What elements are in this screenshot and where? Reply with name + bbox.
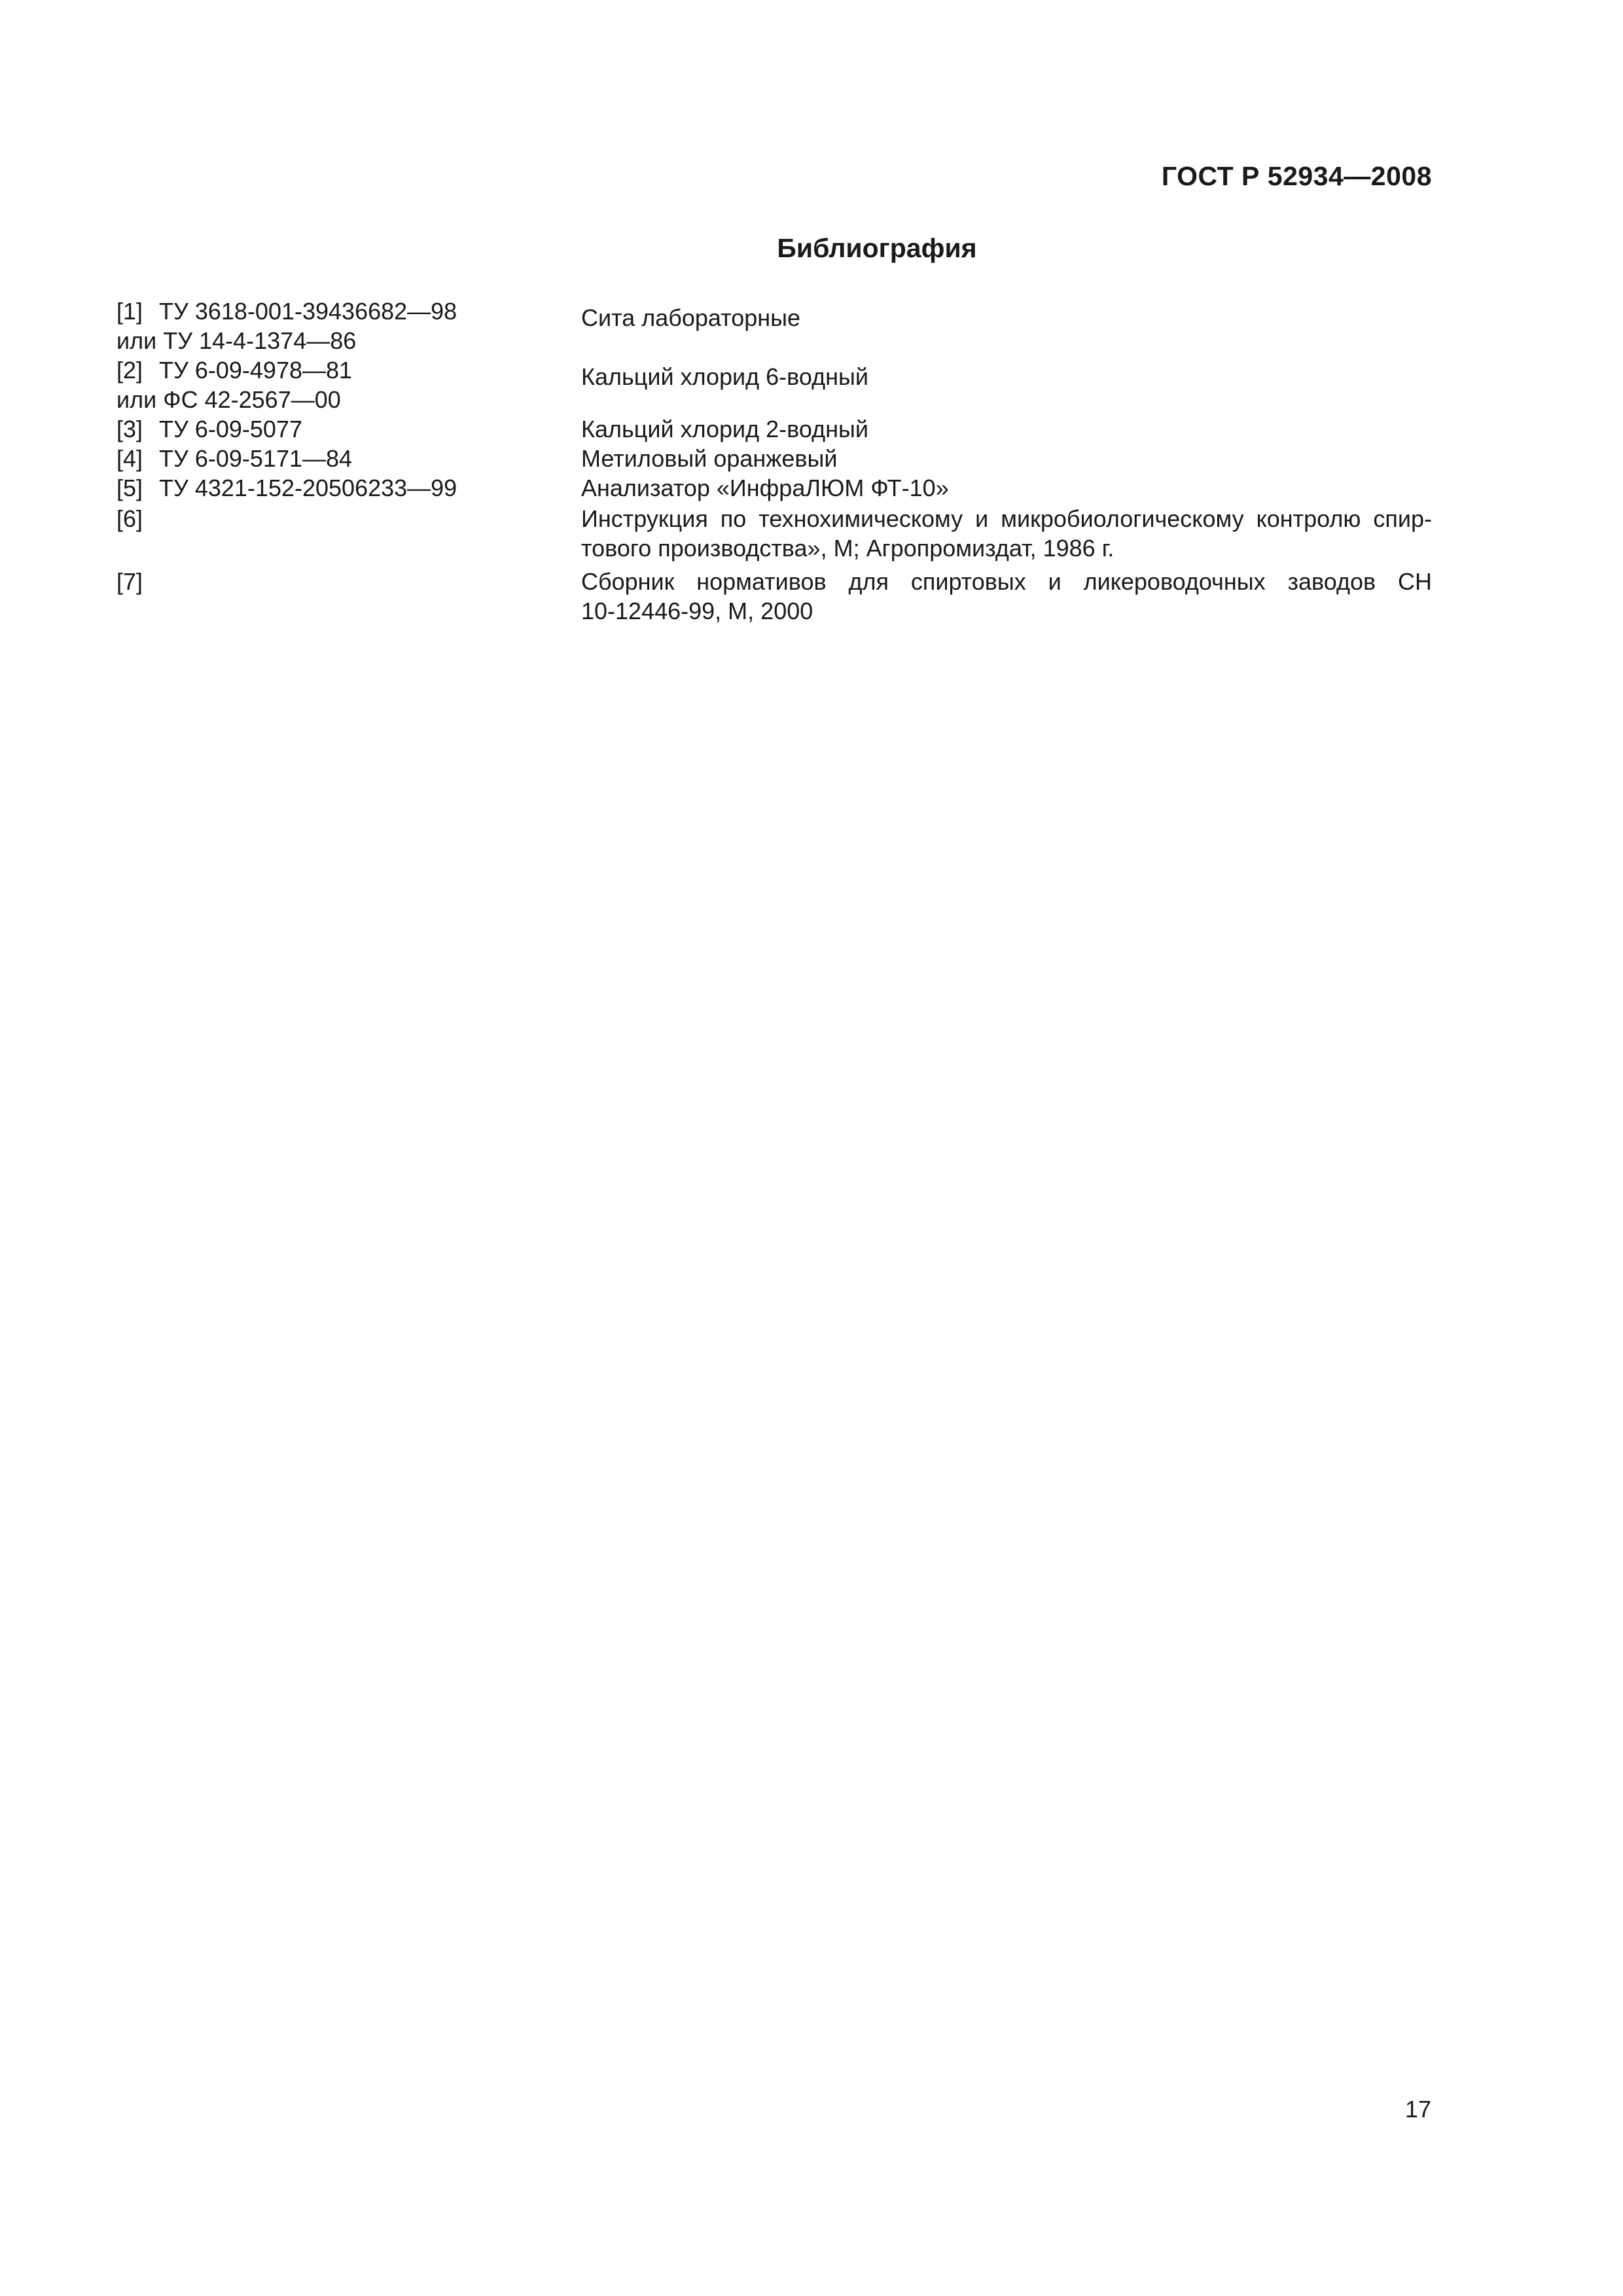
entry-reference-line: или ТУ 14-4-1374—86 <box>116 327 357 354</box>
entry-description-line: Инструкция по технохимическому и микробиологическому контролю спир- <box>581 505 1432 532</box>
entry-description-line: 10-12446-99, М, 2000 <box>581 598 813 624</box>
bibliography-entry-4 <box>116 444 1432 473</box>
entry-reference-line: ТУ 6-09-5077 <box>159 416 302 442</box>
entry-reference <box>116 473 581 503</box>
entry-number: [3] <box>116 416 143 442</box>
entry-description-line: Метиловый оранжевый <box>581 445 838 472</box>
entry-description <box>581 355 1432 391</box>
entry-description-line: Кальций хлорид 6-водный <box>581 363 868 390</box>
entry-reference <box>116 355 581 414</box>
entry-number: [6] <box>116 505 143 532</box>
entry-reference-line: ТУ 6-09-4978—81 <box>159 357 353 384</box>
bibliography-entry-2 <box>116 355 1432 414</box>
entry-description <box>581 473 1432 503</box>
bibliography-entry-3 <box>116 414 1432 444</box>
entry-reference <box>116 414 581 444</box>
entry-number: [1] <box>116 298 143 325</box>
entry-reference-line: ТУ 4321-152-20506233—99 <box>159 475 457 501</box>
entry-description <box>581 296 1432 332</box>
entry-reference <box>116 296 581 355</box>
entry-description-line: Анализатор «ИнфраЛЮМ ФТ-10» <box>581 475 949 501</box>
entry-description-line: Сборник нормативов для спиртовых и ликероводочных заводов СН <box>581 568 1432 595</box>
entry-description-line: тового производства», М; Агропромиздат, 1986 г. <box>581 535 1115 562</box>
page-number: 17 <box>1404 2096 1431 2123</box>
entry-description <box>581 444 1432 473</box>
entry-description-line: Кальций хлорид 2-водный <box>581 416 868 442</box>
bibliography-entry-1 <box>116 296 1432 355</box>
entry-reference-line: или ФС 42-2567—00 <box>116 386 341 413</box>
entry-number: [2] <box>116 357 143 384</box>
bibliography-entry-7 <box>116 567 1432 626</box>
bibliography-entry-6 <box>116 504 1432 563</box>
entry-description <box>581 567 1432 626</box>
entry-reference <box>116 567 581 596</box>
entry-reference <box>116 444 581 473</box>
entry-reference <box>116 504 581 533</box>
section-title: Библиография <box>777 233 977 263</box>
document-code: ГОСТ Р 52934—2008 <box>1161 161 1432 191</box>
entry-description <box>581 504 1432 563</box>
bibliography-list <box>116 296 1432 626</box>
bibliography-entry-5 <box>116 473 1432 503</box>
entry-number: [4] <box>116 445 143 472</box>
entry-description-line: Сита лабораторные <box>581 304 801 331</box>
entry-description <box>581 414 1432 444</box>
entry-number: [7] <box>116 568 143 595</box>
entry-reference-line: ТУ 6-09-5171—84 <box>159 445 353 472</box>
entry-reference-line: ТУ 3618-001-39436682—98 <box>159 298 457 325</box>
entry-number: [5] <box>116 475 143 501</box>
